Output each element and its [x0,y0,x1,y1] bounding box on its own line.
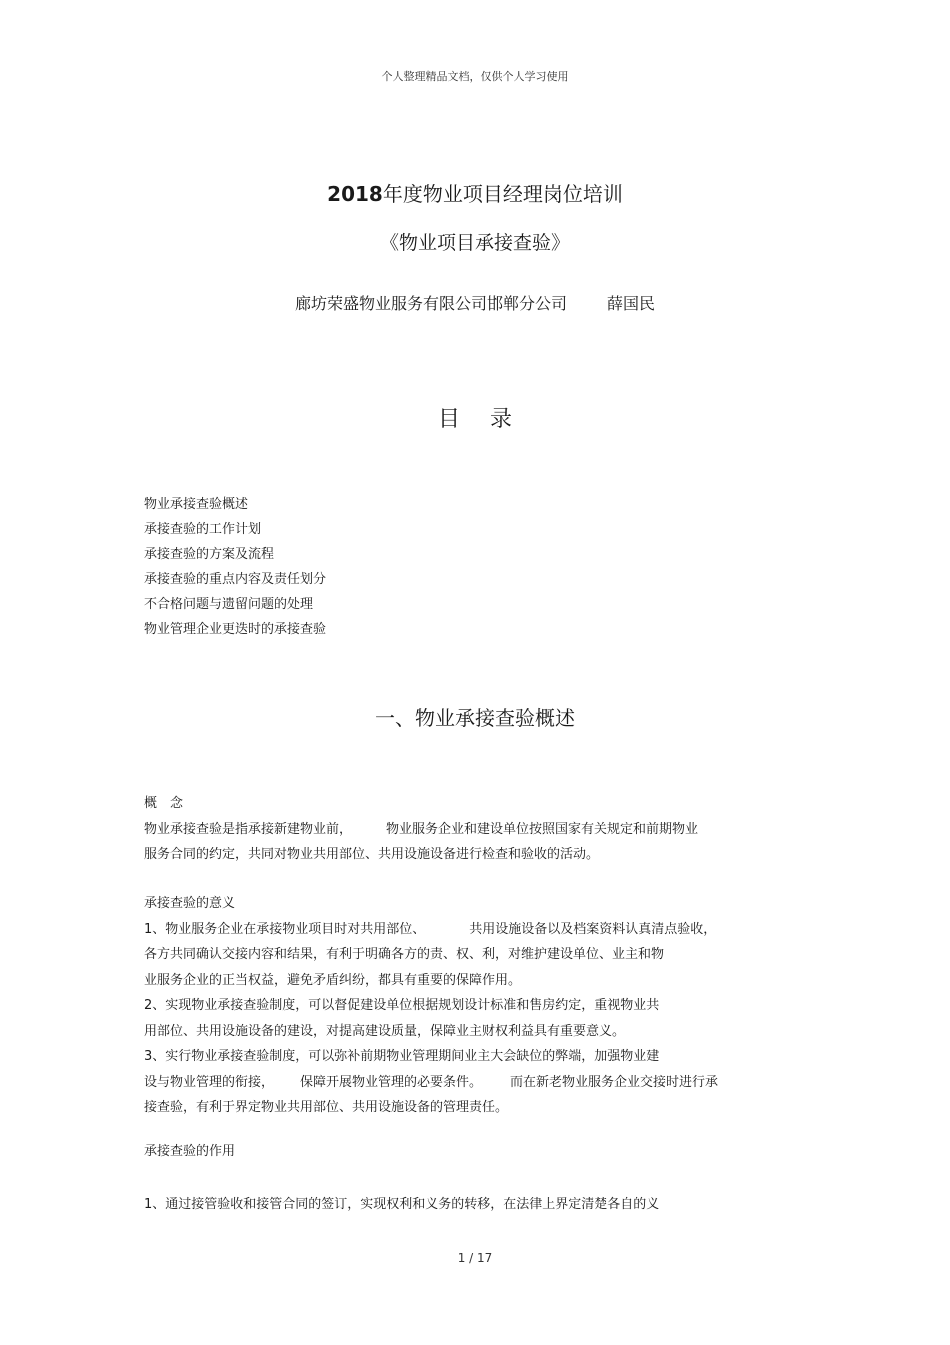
page-number: 1 / 17 [457,1251,493,1265]
paragraph-line: 用部位、共用设施设备的建设，对提高建设质量，保障业主财权利益具有重要意义。 [144,1023,626,1039]
paragraph-line: 物业承接查验是指承接新建物业前， 物业服务企业和建设单位按照国家有关规定和前期物业 [144,821,699,837]
title-year: 2018 [327,182,383,206]
toc-item[interactable]: 承接查验的重点内容及责任划分 [144,572,327,587]
document-title [0,178,950,207]
author-line [0,291,950,314]
concept-heading: 概 念 [144,796,184,811]
author-company: 廊坊荣盛物业服务有限公司邯郸分公司 [294,294,567,313]
toc-item[interactable]: 不合格问题与遗留问题的处理 [144,597,314,612]
paragraph-line: 业服务企业的正当权益，避免矛盾纠纷，都具有重要的保障作用。 [144,972,522,988]
function-heading: 承接查验的作用 [144,1144,236,1159]
paragraph-line: 服务合同的约定，共同对物业共用部位、共用设施设备进行检查和验收的活动。 [144,847,600,862]
significance-block [144,891,718,1121]
paragraph-line: 2、实现物业承接查验制度，可以督促建设单位根据规划设计标准和售房约定，重视物业共 [144,998,660,1013]
paragraph-line: 1、物业服务企业在承接物业项目时对共用部位、 共用设施设备以及档案资料认真清点验收， [144,921,717,937]
toc-item[interactable]: 物业承接查验概述 [144,497,249,512]
paragraph-line: 3、实行物业承接查验制度，可以弥补前期物业管理期间业主大会缺位的弊端，加强物业建 [144,1049,660,1064]
significance-heading: 承接查验的意义 [144,896,236,911]
author-name: 薛国民 [607,294,656,313]
concept-block [144,791,698,868]
section-title: 一、物业承接查验概述 [375,706,575,730]
toc-item[interactable]: 承接查验的工作计划 [144,522,262,537]
toc-title: 目录 [437,407,542,432]
document-subtitle: 《物业项目承接查验》 [379,232,570,254]
toc-list [144,492,326,642]
toc-item[interactable]: 物业管理企业更迭时的承接查验 [144,622,327,637]
paragraph-line: 各方共同确认交接内容和结果，有利于明确各方的责、权、利，对维护建设单位、业主和物 [144,947,665,962]
paragraph-line: 设与物业管理的衔接， 保障开展物业管理的必要条件。 而在新老物业服务企业交接时进行承 [144,1074,719,1090]
paragraph-line: 接查验，有利于界定物业共用部位、共用设施设备的管理责任。 [144,1100,509,1115]
toc-item[interactable]: 承接查验的方案及流程 [144,547,275,562]
function-block [144,1192,659,1218]
page-header: 个人整理精品文档，仅供个人学习使用 [381,70,569,83]
title-text: 年度物业项目经理岗位培训 [382,182,623,206]
paragraph-line: 1、通过接管验收和接管合同的签订，实现权利和义务的转移，在法律上界定清楚各自的义 [144,1197,660,1212]
